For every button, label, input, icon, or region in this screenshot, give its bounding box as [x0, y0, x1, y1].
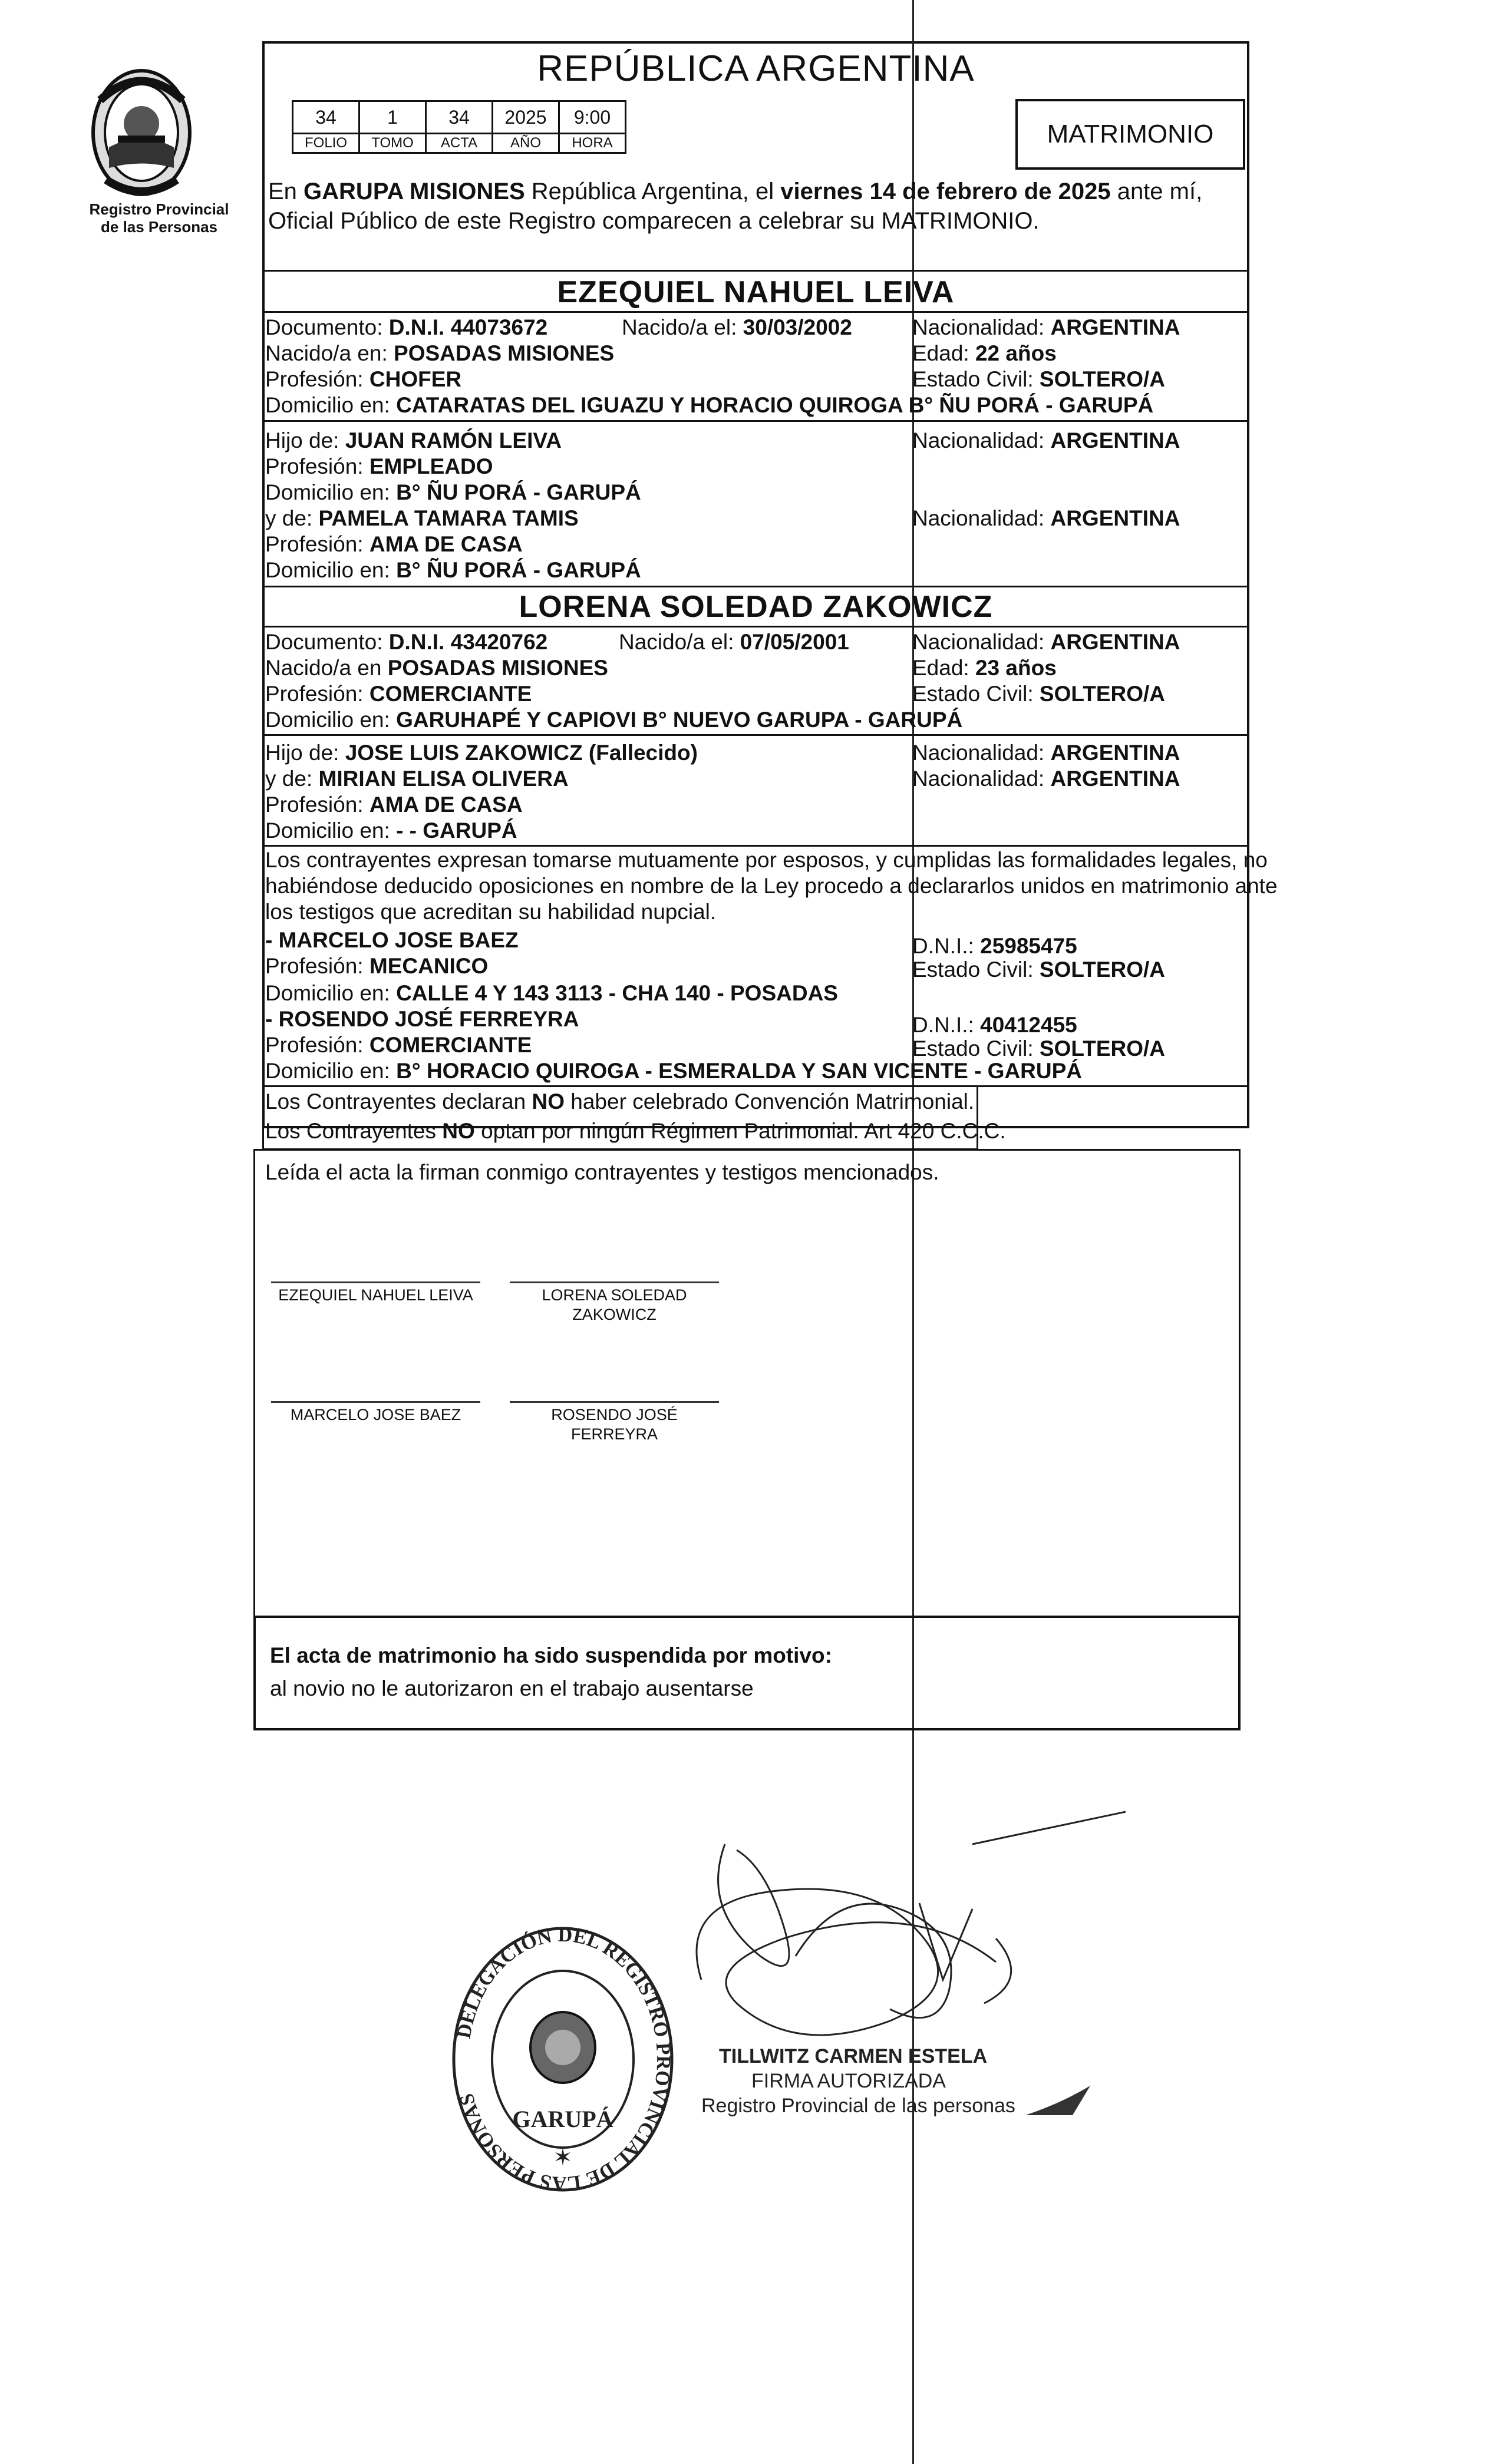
bride-mother-prof-value: AMA DE CASA — [369, 792, 523, 817]
intro-text-a: En — [268, 179, 304, 204]
intro-line2: Oficial Público de este Registro comparecen a celebrar su MATRIMONIO. — [268, 208, 1040, 234]
bride-age-value: 23 años — [975, 656, 1057, 680]
signatures-box — [253, 1149, 1241, 1617]
groom-civil-status — [912, 366, 1165, 392]
bride-civil-status — [912, 681, 1165, 707]
bride-mother — [265, 766, 569, 792]
witness1-addr-label: Domicilio en: — [265, 981, 397, 1005]
groom-mother-address — [265, 557, 641, 583]
hora-value: 9:00 — [559, 101, 626, 134]
divider — [262, 734, 1249, 736]
bride-doc-label: Documento: — [265, 630, 389, 654]
divider — [262, 586, 1249, 587]
bride-mother-profession — [265, 792, 523, 818]
suspension-title: El acta de matrimonio ha sido suspendida por motivo: — [270, 1643, 832, 1667]
groom-mother-prof-value: AMA DE CASA — [369, 532, 523, 556]
witness1-signature-name: MARCELO JOSE BAEZ — [290, 1406, 461, 1423]
conventions-line1 — [265, 1089, 974, 1115]
groom-nationality — [912, 315, 1180, 341]
witness1-prof-label: Profesión: — [265, 954, 370, 978]
bride-address-label: Domicilio en: — [265, 708, 397, 732]
witness2-civil-value: SOLTERO/A — [1039, 1036, 1166, 1061]
stamp-place: GARUPÁ — [512, 2106, 613, 2132]
groom-mother-value: PAMELA TAMARA TAMIS — [318, 506, 579, 530]
groom-birthplace — [265, 341, 614, 366]
groom-mother-nationality — [912, 506, 1180, 531]
groom-father — [265, 428, 562, 454]
suspension-box — [253, 1616, 1241, 1730]
bride-document — [265, 629, 547, 655]
groom-father-nat-label: Nacionalidad: — [912, 428, 1051, 452]
groom-mother-profession — [265, 531, 523, 557]
groom-profession — [265, 366, 461, 392]
bride-mother-addr-value: - - GARUPÁ — [396, 818, 517, 843]
groom-birthplace-value: POSADAS MISIONES — [394, 341, 615, 365]
bride-mother-value: MIRIAN ELISA OLIVERA — [318, 767, 569, 791]
groom-civil-label: Estado Civil: — [912, 367, 1040, 391]
groom-birthplace-label: Nacido/a en: — [265, 341, 394, 365]
groom-father-prof-label: Profesión: — [265, 454, 370, 478]
acta-value: 34 — [426, 101, 493, 134]
witness1-profession — [265, 953, 488, 979]
groom-father-value: JUAN RAMÓN LEIVA — [345, 428, 562, 452]
groom-father-addr-label: Domicilio en: — [265, 480, 397, 504]
divider — [262, 420, 1249, 422]
witness1-civil-label: Estado Civil: — [912, 957, 1040, 982]
groom-father-profession — [265, 454, 493, 480]
groom-signature-name: EZEQUIEL NAHUEL LEIVA — [278, 1286, 473, 1304]
bride-profession — [265, 681, 532, 707]
bride-born-date: 07/05/2001 — [740, 630, 849, 654]
bride-address-value: GARUHAPÉ Y CAPIOVI B° NUEVO GARUPA - GARUPÁ — [396, 708, 963, 732]
page-title: REPÚBLICA ARGENTINA — [537, 48, 975, 89]
groom-age — [912, 341, 1057, 366]
groom-father-address — [265, 480, 641, 506]
witness2-signature-name-l1: ROSENDO JOSÉ — [551, 1406, 678, 1423]
groom-address-value: CATARATAS DEL IGUAZU Y HORACIO QUIROGA B° ÑU PORÁ - GARUPÁ — [396, 393, 1154, 417]
witness2-signature-line — [510, 1401, 719, 1403]
conventions-line1-no: NO — [532, 1089, 565, 1114]
declaration-line3: los testigos que acreditan su habilidad nupcial. — [265, 900, 717, 924]
bride-birthplace-value: POSADAS MISIONES — [387, 656, 608, 680]
witness1-prof-value: MECANICO — [369, 954, 489, 978]
witness1-addr-value: CALLE 4 Y 143 3113 - CHA 140 - POSADAS — [396, 981, 838, 1005]
witness1-dni-value: 25985475 — [980, 934, 1077, 958]
folio-value: 34 — [293, 101, 359, 134]
bride-age — [912, 655, 1057, 681]
witness2-signature-name — [498, 1405, 731, 1444]
official-name: TILLWITZ CARMEN ESTELA — [719, 2045, 988, 2067]
bride-civil-value: SOLTERO/A — [1039, 682, 1166, 706]
divider — [262, 270, 1249, 272]
bride-civil-label: Estado Civil: — [912, 682, 1040, 706]
witness2-dni — [912, 1012, 1077, 1038]
bride-prof-label: Profesión: — [265, 682, 370, 706]
witness1-civil-value: SOLTERO/A — [1039, 957, 1166, 982]
groom-age-label: Edad: — [912, 341, 975, 365]
witness2-address — [265, 1058, 1082, 1084]
groom-mother-label: y de: — [265, 506, 319, 530]
groom-born-date: 30/03/2002 — [743, 315, 852, 339]
groom-signature-line — [271, 1281, 480, 1283]
bride-prof-value: COMERCIANTE — [369, 682, 532, 706]
witness2-prof-value: COMERCIANTE — [369, 1033, 532, 1057]
groom-father-addr-value: B° ÑU PORÁ - GARUPÁ — [396, 480, 641, 504]
anio-label: AÑO — [493, 134, 559, 153]
bride-signature-name — [498, 1286, 731, 1325]
witness2-dni-value: 40412455 — [980, 1013, 1077, 1037]
groom-mother-addr-label: Domicilio en: — [265, 558, 397, 582]
bride-father-nationality — [912, 740, 1180, 766]
groom-address — [265, 392, 1153, 418]
groom-name: EZEQUIEL NAHUEL LEIVA — [557, 275, 955, 309]
groom-doc-label: Documento: — [265, 315, 389, 339]
bride-birthplace — [265, 655, 608, 681]
official-office: Registro Provincial de las personas — [701, 2095, 1015, 2117]
witness1-dni — [912, 933, 1077, 959]
bride-born-label: Nacido/a el: — [619, 630, 740, 654]
groom-mother-addr-value: B° ÑU PORÁ - GARUPÁ — [396, 558, 641, 582]
act-type-badge: MATRIMONIO — [1015, 99, 1245, 170]
bride-mother-addr-label: Domicilio en: — [265, 818, 397, 843]
registry-caption — [71, 200, 248, 236]
groom-address-label: Domicilio en: — [265, 393, 397, 417]
groom-nat-label: Nacionalidad: — [912, 315, 1051, 339]
bride-mother-nat-value: ARGENTINA — [1050, 767, 1180, 791]
witness2-dni-label: D.N.I.: — [912, 1013, 981, 1037]
registry-caption-line2: de las Personas — [101, 218, 217, 236]
provincia-misiones-logo-icon — [83, 65, 200, 206]
bride-mother-prof-label: Profesión: — [265, 792, 370, 817]
groom-born — [622, 315, 852, 341]
declaration-line2: habiéndose deducido oposiciones en nombre de la Ley procedo a declararlos unidos en matrimonio ante — [265, 874, 1278, 898]
bride-father — [265, 740, 698, 766]
witness2-addr-value: B° HORACIO QUIROGA - ESMERALDA Y SAN VICENTE - GARUPÁ — [396, 1059, 1083, 1083]
witness1-address — [265, 980, 838, 1006]
bride-mother-label: y de: — [265, 767, 319, 791]
stamp-ring-text: DELEGACIÓN DEL REGISTRO PROVINCIAL DE LAS PERSONAS — [453, 1924, 675, 2195]
witness2-signature-name-l2: FERREYRA — [570, 1425, 658, 1443]
bride-father-nat-label: Nacionalidad: — [912, 741, 1051, 765]
conventions-line1-a: Los Contrayentes declaran — [265, 1089, 532, 1114]
witness1-civil — [912, 957, 1165, 983]
intro-text-c: ante mí, — [1110, 179, 1203, 204]
suspension-reason: al novio no le autorizaron en el trabajo ausentarse — [270, 1676, 754, 1700]
bride-age-label: Edad: — [912, 656, 975, 680]
groom-document — [265, 315, 547, 341]
groom-civil-value: SOLTERO/A — [1039, 367, 1166, 391]
groom-father-nationality — [912, 428, 1180, 454]
acta-label: ACTA — [426, 134, 493, 153]
groom-age-value: 22 años — [975, 341, 1057, 365]
declaration-line1: Los contrayentes expresan tomarse mutuamente por esposos, y cumplidas las formalidades legales, no — [265, 848, 1268, 872]
folio-label: FOLIO — [293, 134, 359, 153]
official-stamp-icon — [448, 1924, 678, 2195]
bride-born — [619, 629, 849, 655]
divider — [262, 845, 1249, 847]
intro-date: viernes 14 de febrero de 2025 — [780, 179, 1111, 204]
witness2-addr-label: Domicilio en: — [265, 1059, 397, 1083]
groom-father-prof-value: EMPLEADO — [369, 454, 493, 478]
registry-caption-line1: Registro Provincial — [89, 200, 229, 218]
groom-mother — [265, 506, 579, 531]
witness1-name: - MARCELO JOSE BAEZ — [265, 928, 519, 952]
bride-father-label: Hijo de: — [265, 741, 345, 765]
witness2-civil-label: Estado Civil: — [912, 1036, 1040, 1061]
groom-doc: D.N.I. 44073672 — [388, 315, 548, 339]
bride-signature-name-l1: LORENA SOLEDAD — [542, 1286, 687, 1304]
groom-nat: ARGENTINA — [1050, 315, 1180, 339]
groom-prof-label: Profesión: — [265, 367, 370, 391]
bride-doc: D.N.I. 43420762 — [388, 630, 548, 654]
conventions-line1-c: haber celebrado Convención Matrimonial. — [565, 1089, 975, 1114]
witness1-dni-label: D.N.I.: — [912, 934, 981, 958]
bride-name: LORENA SOLEDAD ZAKOWICZ — [519, 590, 993, 624]
groom-mother-nat-label: Nacionalidad: — [912, 506, 1051, 530]
witness2-profession — [265, 1032, 532, 1058]
groom-father-nat-value: ARGENTINA — [1050, 428, 1180, 452]
witness1-signature-line — [271, 1401, 480, 1403]
official-role: FIRMA AUTORIZADA — [751, 2070, 946, 2092]
bride-signature-line — [510, 1281, 719, 1283]
intro-place: GARUPA MISIONES — [304, 179, 525, 204]
divider — [262, 311, 1249, 313]
groom-prof-value: CHOFER — [369, 367, 462, 391]
groom-mother-nat-value: ARGENTINA — [1050, 506, 1180, 530]
groom-born-label: Nacido/a el: — [622, 315, 743, 339]
witness2-name: - ROSENDO JOSÉ FERREYRA — [265, 1007, 579, 1031]
bride-nat: ARGENTINA — [1050, 630, 1180, 654]
intro-text-b: República Argentina, el — [524, 179, 781, 204]
bride-birthplace-label: Nacido/a en — [265, 656, 388, 680]
bride-nationality — [912, 629, 1180, 655]
bride-address — [265, 707, 962, 733]
conventions-line2 — [265, 1118, 1006, 1144]
tomo-label: TOMO — [359, 134, 426, 153]
divider — [262, 626, 1249, 627]
groom-father-label: Hijo de: — [265, 428, 345, 452]
witness2-prof-label: Profesión: — [265, 1033, 370, 1057]
bride-father-value: JOSE LUIS ZAKOWICZ (Fallecido) — [345, 741, 698, 765]
groom-mother-prof-label: Profesión: — [265, 532, 370, 556]
conventions-line2-c: optan por ningún Régimen Patrimonial. Art 420 C.C.C. — [474, 1119, 1006, 1143]
official-signature-icon — [666, 1809, 1131, 2174]
reference-table — [292, 100, 626, 154]
reading-statement: Leída el acta la firman conmigo contrayentes y testigos mencionados. — [265, 1160, 939, 1184]
tomo-value: 1 — [359, 101, 426, 134]
bride-father-nat-value: ARGENTINA — [1050, 741, 1180, 765]
bride-signature-name-l2: ZAKOWICZ — [572, 1306, 657, 1323]
intro-line1 — [268, 177, 1202, 206]
stamp-star-icon: ✶ — [553, 2145, 573, 2171]
anio-value: 2025 — [493, 101, 559, 134]
conventions-line2-no: NO — [442, 1119, 475, 1143]
bride-mother-address — [265, 818, 517, 844]
bride-mother-nat-label: Nacionalidad: — [912, 767, 1051, 791]
conventions-line2-a: Los Contrayentes — [265, 1119, 443, 1143]
hora-label: HORA — [559, 134, 626, 153]
bride-mother-nationality — [912, 766, 1180, 792]
bride-nat-label: Nacionalidad: — [912, 630, 1051, 654]
